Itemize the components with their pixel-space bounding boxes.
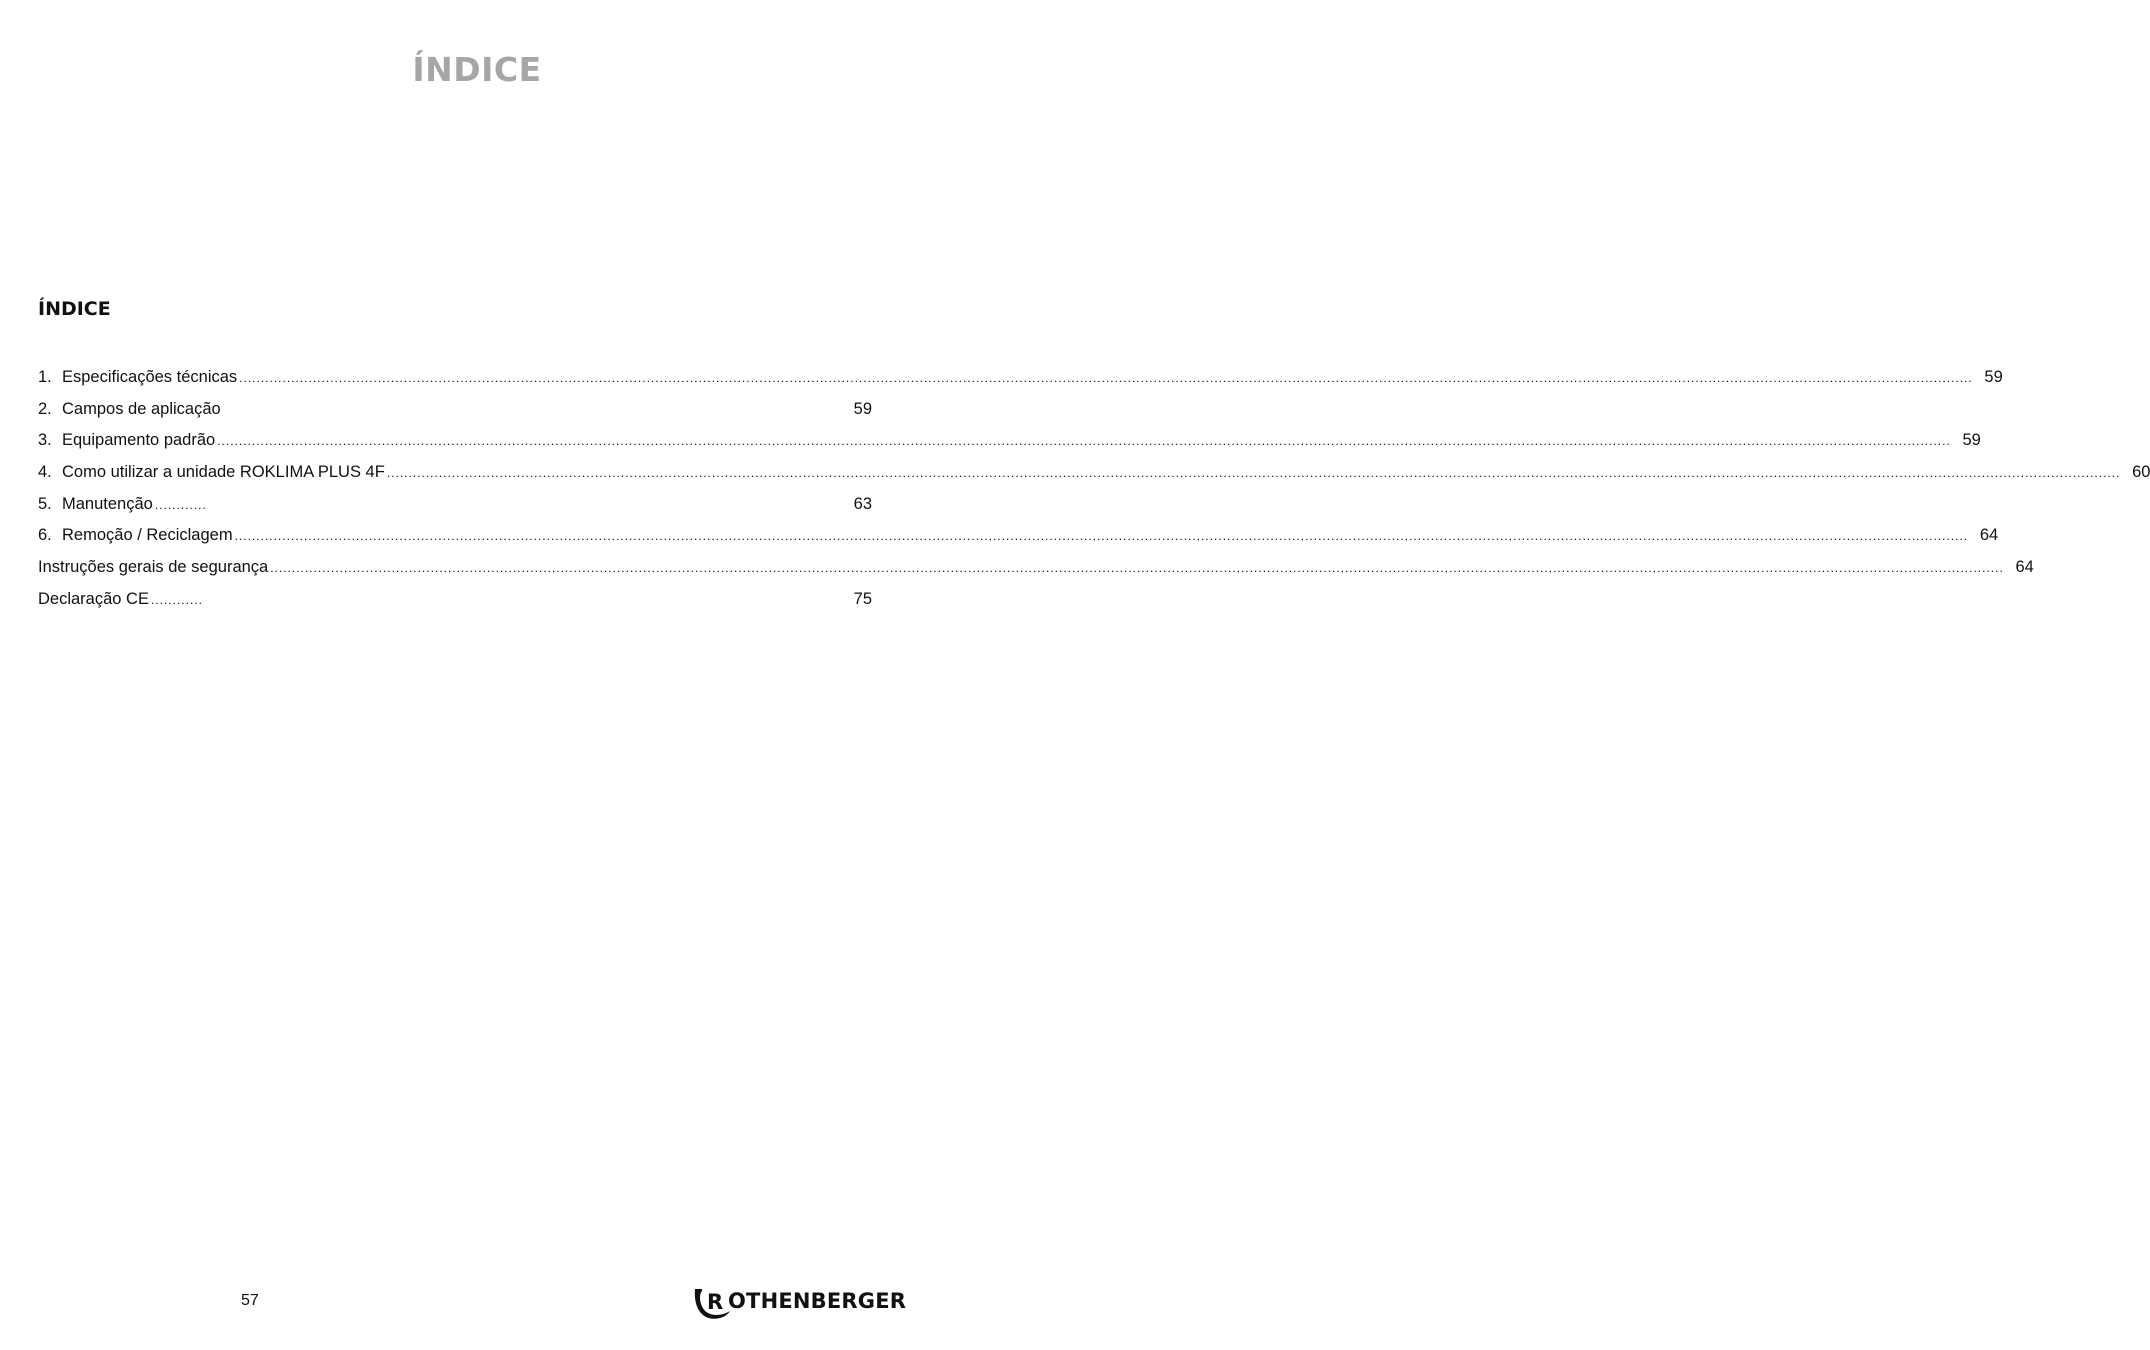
toc-entry-page: 59 [1962,431,1981,450]
toc-entry[interactable] [38,363,2003,395]
toc-dot-leader: ................................................................................................................................................................................................................................................................................................................................................................................................................ [217,434,1951,449]
toc-entry-number: 3. [38,431,52,450]
svg-text:R: R [707,1290,724,1314]
toc-entry[interactable] [38,521,1999,553]
toc-entry[interactable] [38,585,872,617]
toc-entry-title: Especificações técnicas [62,368,238,386]
toc-dot-leader: ................................................................................................................................................................................................................................................................................................................................................................................................................ [386,466,2121,481]
toc-entry-page: 75 [853,589,872,608]
toc-entry-number: 6. [38,526,52,545]
toc-entry[interactable] [38,490,872,522]
toc-entry-title: Como utilizar a unidade ROKLIMA PLUS 4F [62,463,385,482]
brand-wordmark: OTHENBERGER [728,1289,907,1313]
toc-entry-title: Declaração CE [38,589,149,608]
toc-entry[interactable] [38,426,1981,458]
page-number: 57 [241,1292,259,1309]
toc-entry-number: 5. [38,494,52,513]
table-of-contents [38,363,2150,617]
toc-entry-number: 1. [38,368,52,386]
toc-entry[interactable] [38,395,872,427]
toc-entry-title: Remoção / Reciclagem [62,526,233,545]
toc-entry-title: Manutenção [62,494,153,513]
toc-dot-leader: ................................................................................................................................................................................................................................................................................................................................................................................................................ [270,561,2004,576]
toc-entry-title: Campos de aplicação [62,399,221,418]
toc-entry-page: 63 [853,494,872,513]
toc-entry-page: 59 [853,399,872,418]
toc-entry-title: Instruções gerais de segurança [38,558,269,577]
toc-entry[interactable] [38,458,2150,490]
toc-entry-page: 64 [2015,558,2034,577]
brand-logo [692,1285,906,1325]
toc-dot-leader: ............ [150,592,203,607]
toc-dot-leader: ................................................................................................................................................................................................................................................................................................................................................................................................................ [234,529,1969,544]
toc-entry-title: Equipamento padrão [62,431,216,450]
page-header-title: ÍNDICE [412,50,542,89]
toc-entry-page: 64 [1979,526,1999,545]
toc-dot-leader: ............ [154,497,207,512]
toc-entry-page: 60 [2132,463,2150,482]
toc-entry-number: 4. [38,463,52,482]
toc-entry-number: 2. [38,399,52,418]
toc-entry[interactable] [38,553,2034,585]
toc-dot-leader: ................................................................................................................................................................................................................................................................................................................................................................................................................ [239,371,1973,385]
toc-entry-page: 59 [1984,368,2003,386]
section-heading: ÍNDICE [38,298,111,320]
